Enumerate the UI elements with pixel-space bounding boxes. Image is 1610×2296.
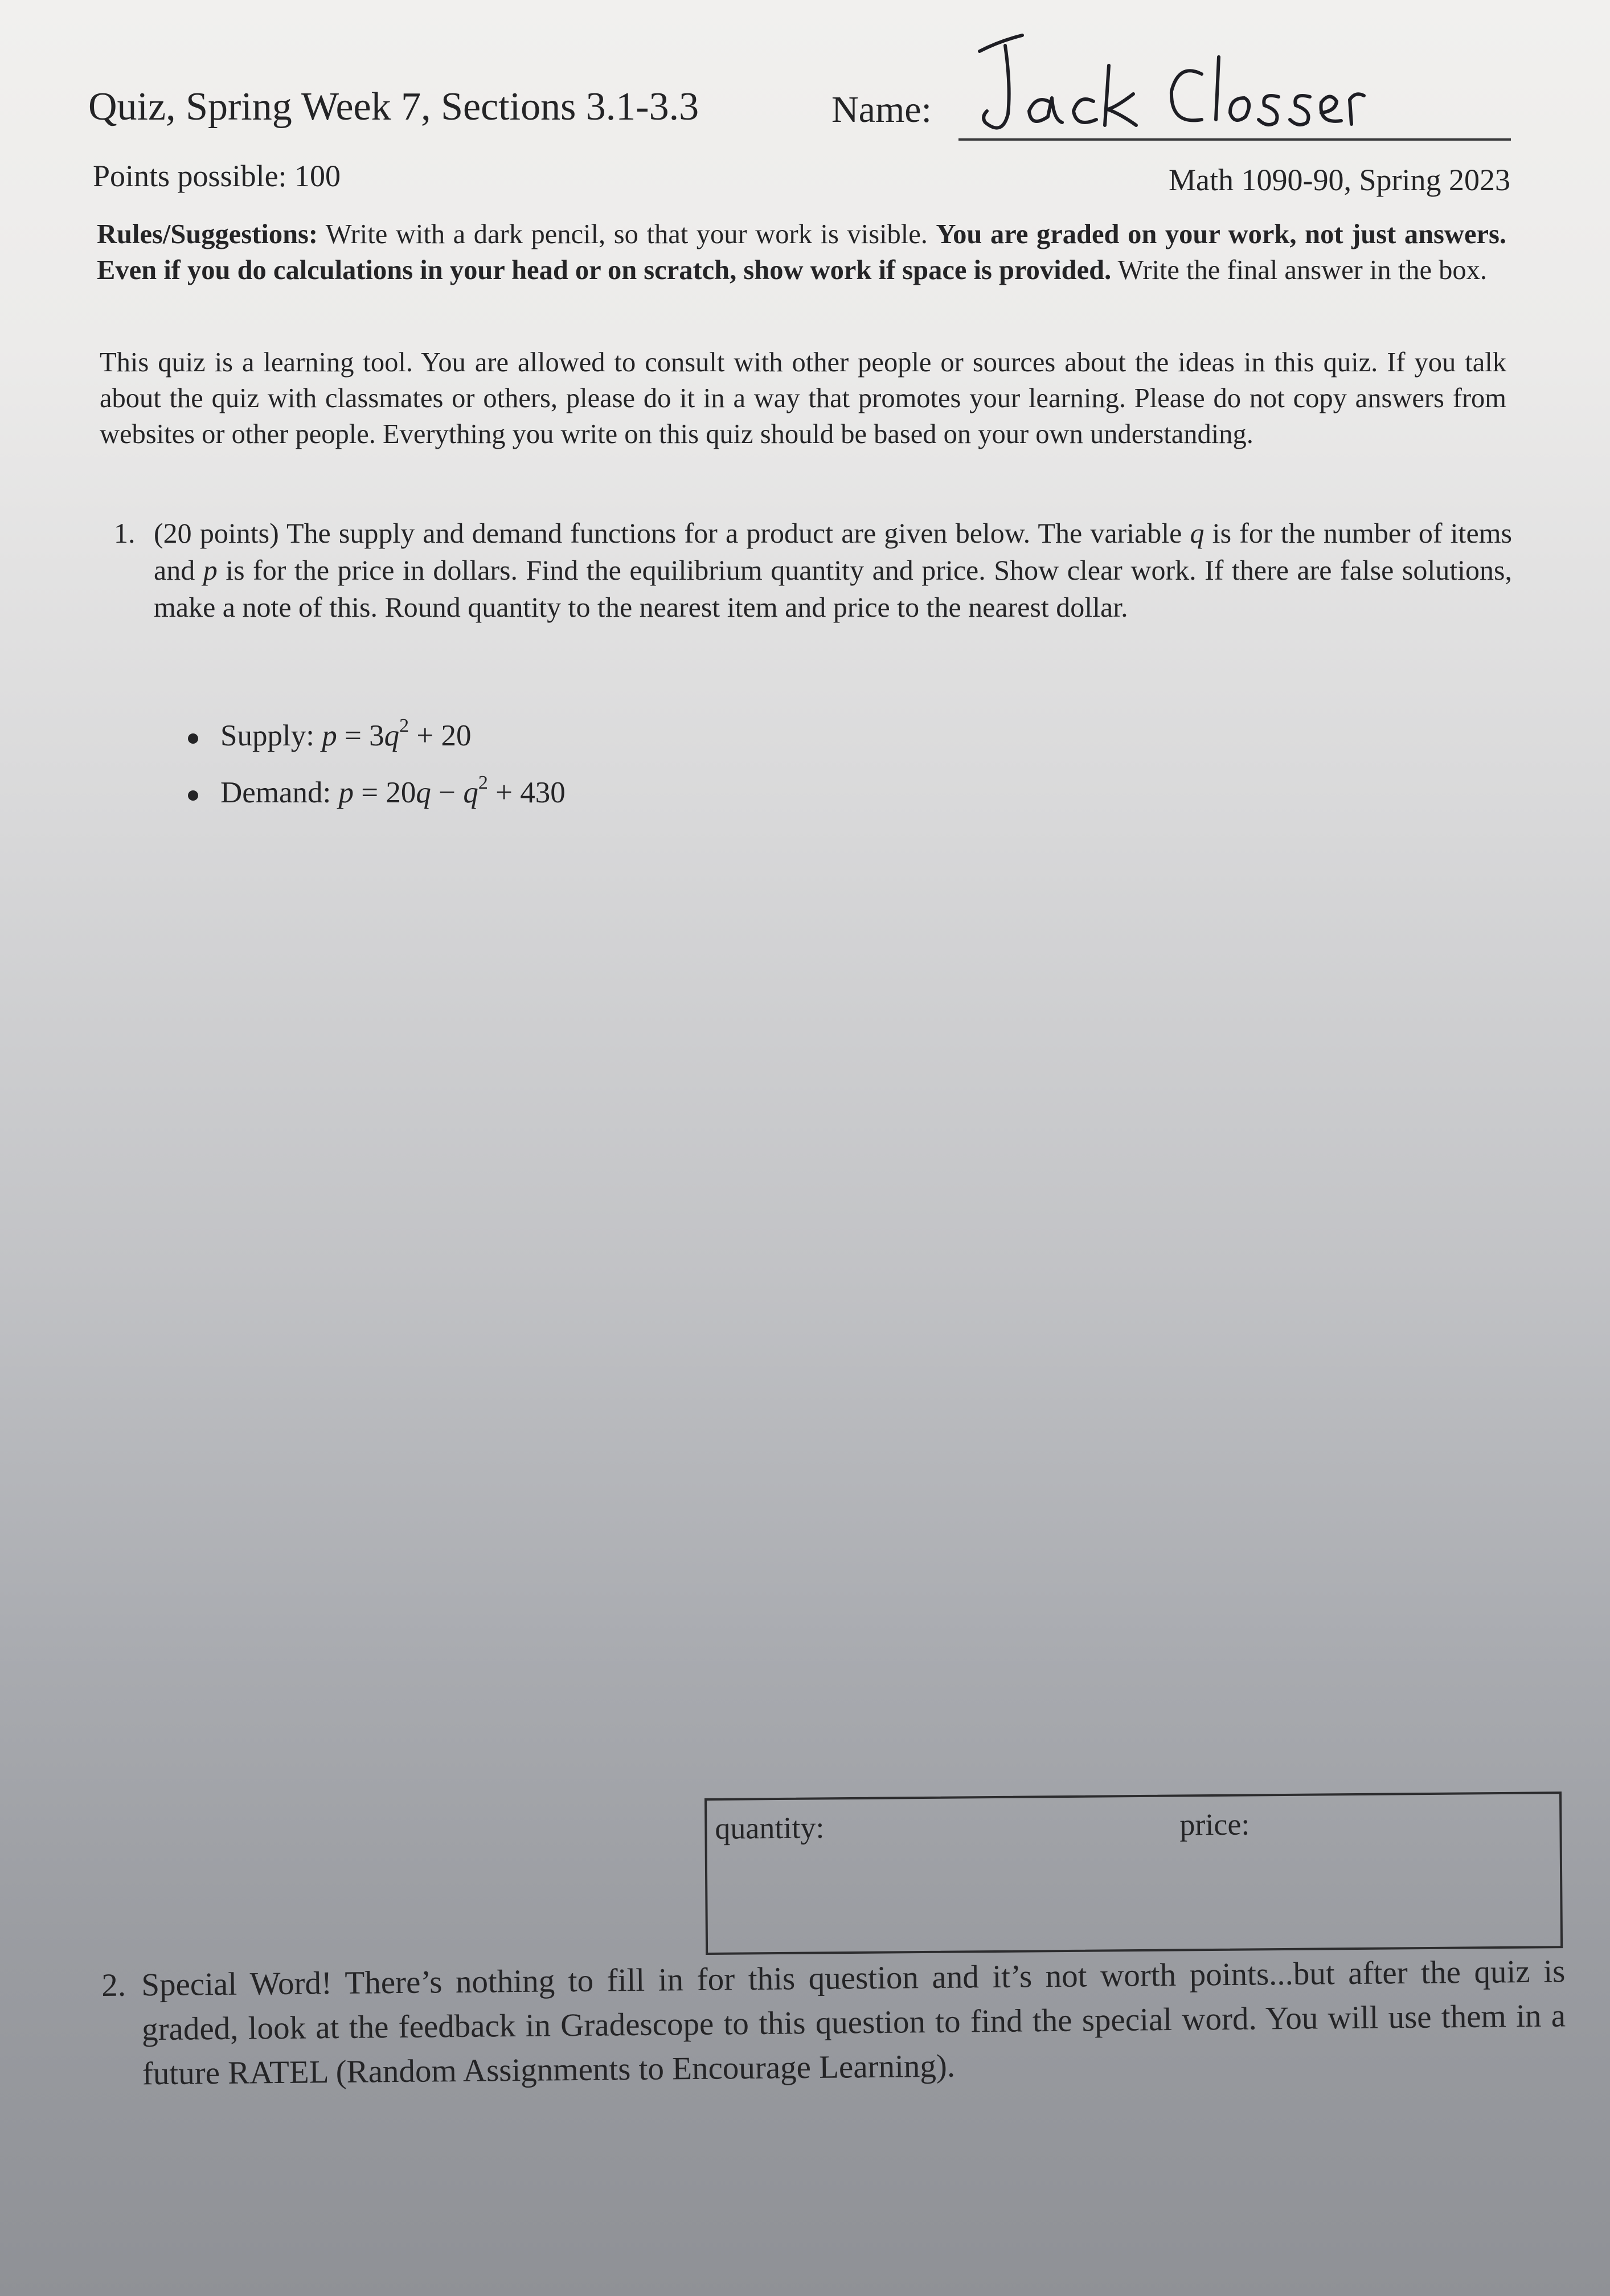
supply-equation: $p = 3q^2 + 20$ xyxy=(322,715,472,752)
question-2-text: Special Word! There’s nothing to fill in for this question and it’s not worth points...but after the quiz is graded, look at the feedback in Gradescope to this question to find the special word. You will use them in a future RATEL (Random Assignments to Encourage Learning). xyxy=(141,1953,1566,2092)
supply-function xyxy=(188,715,566,776)
points-possible: Points possible: 100 xyxy=(93,159,341,193)
handwritten-name-signature xyxy=(977,28,1364,140)
price-label: price: xyxy=(1179,1807,1250,1842)
name-label: Name: xyxy=(831,89,932,130)
rules-label: Rules/Suggestions: xyxy=(97,219,318,249)
answer-box[interactable] xyxy=(704,1791,1563,1955)
demand-equation: $p = 20q - q^2 + 430$ xyxy=(338,772,566,809)
rules-bold-text: You are graded on your work, not just answers. Even if you do calculations in your head or on scratch, show work if space is provided. xyxy=(97,219,1506,285)
question-1 xyxy=(114,515,1512,626)
question-2-number: 2. xyxy=(101,1967,126,2003)
quantity-label: quantity: xyxy=(715,1810,825,1846)
signature-text: Jack closser xyxy=(977,28,980,29)
supply-label: Supply: xyxy=(220,719,314,752)
course-info: Math 1090-90, Spring 2023 xyxy=(1169,163,1510,197)
rules-paragraph xyxy=(97,216,1506,288)
demand-label: Demand: xyxy=(220,776,331,809)
question-1-text: (20 points) The supply and demand functions for a product are given below. The variable q is for the number of items and p is for the price in dollars. Find the equilibrium quantity and price. Show clear work. If there are false solutions, make a note of this. Round quantity to the nearest item and price to the nearest dollar. xyxy=(154,517,1512,623)
question-2 xyxy=(101,1949,1566,2097)
bullet-dot-icon xyxy=(188,790,198,801)
intro-paragraph: This quiz is a learning tool. You are allowed to consult with other people or sources about the ideas in this quiz. If you talk about the quiz with classmates or others, please do it in a way that promotes your learning. Please do not copy answers from websites or other people. Everything you write on this quiz should be based on your own understanding. xyxy=(100,347,1506,449)
demand-function xyxy=(188,772,566,833)
rules-text-1: Write with a dark pencil, so that your work is visible. xyxy=(318,219,936,249)
rules-text-2: Write the final answer in the box. xyxy=(1111,255,1488,285)
bullet-dot-icon xyxy=(188,733,198,744)
question-1-number: 1. xyxy=(114,517,136,549)
function-list xyxy=(188,715,566,833)
quiz-title: Quiz, Spring Week 7, Sections 3.1-3.3 xyxy=(88,85,699,129)
